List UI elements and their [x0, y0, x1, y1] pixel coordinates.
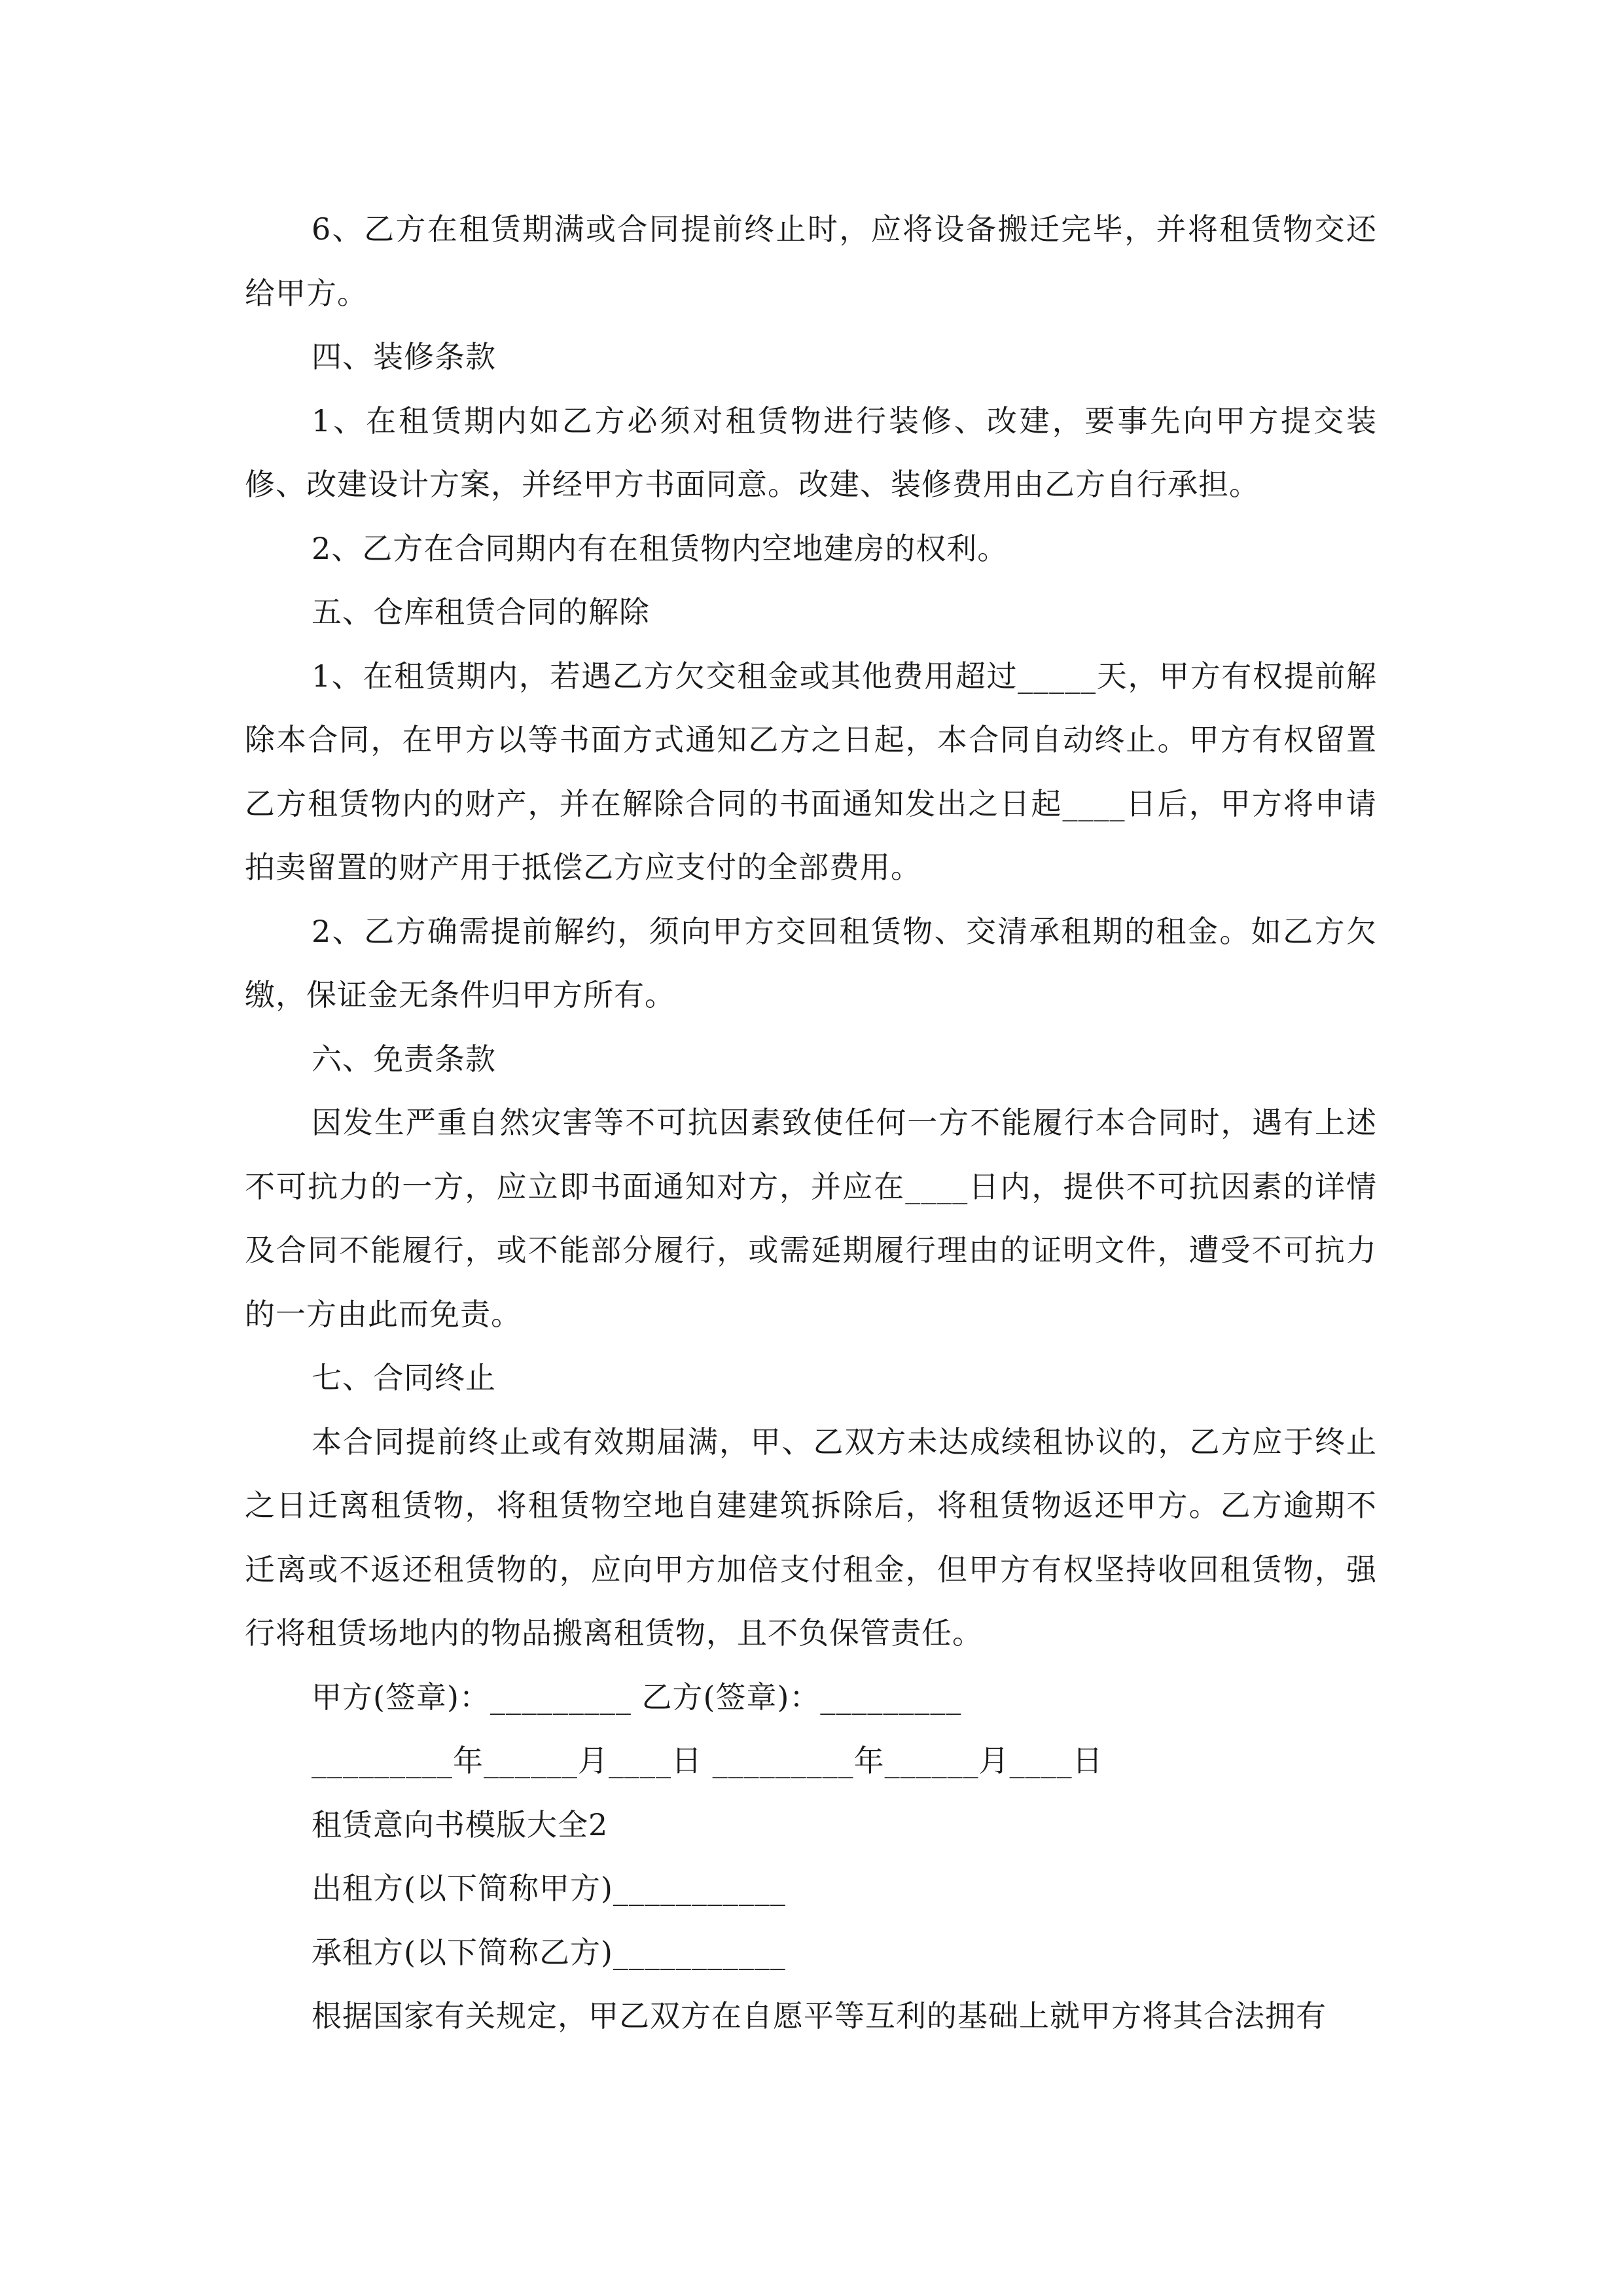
section-title: 租赁意向书模版大全2	[312, 1806, 609, 1842]
clause-6-return: 6、乙方在租赁期满或合同提前终止时，应将设备搬迁完毕，并将租赁物交还给甲方。	[245, 211, 1377, 311]
clause-termination-1: 1、在租赁期内，若遇乙方欠交租金或其他费用超过_____天，甲方有权提前解除本合同，在甲方以等书面方式通知乙方之日起，本合同自动终止。甲方有权留置乙方租赁物内的财产，并在解除合同的书面通知发出之日起____日后，甲方将申请拍卖留置的财产用于抵偿乙方应支付的全部费用。	[245, 658, 1377, 885]
clause-decoration-2: 2、乙方在合同期内有在租赁物内空地建房的权利。	[312, 530, 1008, 566]
last-paragraph: 根据国家有关规定，甲乙双方在自愿平等互利的基础上就甲方将其合法拥有	[312, 1998, 1327, 2034]
clause-decoration-1: 1、在租赁期内如乙方必须对租赁物进行装修、改建，要事先向甲方提交装修、改建设计方案，并经甲方书面同意。改建、装修费用由乙方自行承担。	[245, 403, 1377, 502]
signature-line: 甲方(签章)：_________ 乙方(签章)：_________	[312, 1679, 962, 1715]
section-heading-decoration: 四、装修条款	[312, 339, 496, 374]
section-heading-contract-end: 七、合同终止	[312, 1360, 496, 1395]
clause-exemption: 因发生严重自然灾害等不可抗因素致使任何一方不能履行本合同时，遇有上述不可抗力的一方，应立即书面通知对方，并应在____日内，提供不可抗因素的详情及合同不能履行，或不能部分履行，或需延期履行理由的证明文件，遭受不可抗力的一方由此而免责。	[245, 1105, 1377, 1332]
section-heading-exemption: 六、免责条款	[312, 1041, 496, 1077]
lessor-line: 出租方(以下简称甲方)___________	[312, 1871, 786, 1906]
section-heading-termination: 五、仓库租赁合同的解除	[312, 594, 650, 630]
lessee-line: 承租方(以下简称乙方)___________	[312, 1934, 786, 1970]
clause-termination-2: 2、乙方确需提前解约，须向甲方交回租赁物、交清承租期的租金。如乙方欠缴，保证金无条件归甲方所有。	[245, 913, 1377, 1013]
document-body	[245, 198, 1377, 2049]
clause-contract-end: 本合同提前终止或有效期届满，甲、乙双方未达成续租协议的，乙方应于终止之日迁离租赁物，将租赁物空地自建建筑拆除后，将租赁物返还甲方。乙方逾期不迁离或不返还租赁物的，应向甲方加倍支付租金，但甲方有权坚持收回租赁物，强行将租赁场地内的物品搬离租赁物，且不负保管责任。	[245, 1424, 1377, 1651]
date-line: _________年______月____日 _________年______月____日	[312, 1743, 1103, 1778]
